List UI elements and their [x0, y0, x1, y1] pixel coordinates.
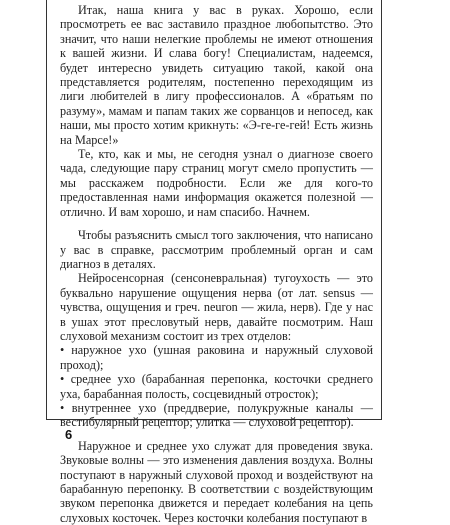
page-text: [60, 3, 373, 525]
paragraph-skip-note: Те, кто, как и мы, не сегодня узнал о диагнозе своего чада, следующие пару страниц могут смело пропустить — мы расскажем подробности. Если же для кого-то предоставленная нами информация окажется полезной — отлично. И вам хорошо, и нам спасибо. Начнем.: [60, 147, 373, 219]
paragraph-definition: Нейросенсорная (сенсоневральная) тугоухость — это буквально нарушение ощущения нерва (от лат. sensus — чувства, ощущения и греч. neuron — жила, нерв). Где у нас в ушах этот пресловутый нерв, давайте посмотрим. Наш слуховой механизм состоит из трех отделов:: [60, 271, 373, 343]
paragraph-sound-conduction: Наружное и среднее ухо служат для проведения звука. Звуковые волны — это изменения давления воздуха. Волны поступают в наружный слуховой проход и воздействуют на барабанную перепонку. В соответствии с воздействующим звуком перепонка движется и передает колебания на цепь слуховых косточек. Через косточки колебания поступают в: [60, 438, 373, 525]
list-item-outer-ear: • наружное ухо (ушная раковина и наружный слуховой проход);: [60, 343, 373, 372]
paragraph-intro: Итак, наша книга у вас в руках. Хорошо, если просмотреть ее вас заставило праздное любопытство. Это значит, что наши нелегкие проблемы не имеют отношения к вашей жизни. И слава богу! Специалистам, надеемся, будет интересно увидеть ситуацию такой, какой она представляется родителям, постепенно переходящим из лиги любителей в лигу профессионалов. А «братьям по разуму», мамам и папам таких же сорванцов и непосед, как наши, мы просто хотим крикнуть: «Э-ге-ге-гей! Есть жизнь на Марсе!»: [60, 3, 373, 147]
list-item-inner-ear: • внутреннее ухо (преддверие, полукружные каналы — вестибулярный рецептор; улитка — слуховой рецептор).: [60, 400, 373, 430]
paragraph-explanation: Чтобы разъяснить смысл того заключения, что написано у вас в справке, рассмотрим проблемный орган и сам диагноз в деталях.: [60, 228, 373, 271]
page-number: 6: [65, 427, 73, 442]
list-item-middle-ear: • среднее ухо (барабанная перепонка, косточки среднего уха, барабанная полость, сосцевидный отросток);: [60, 372, 373, 401]
